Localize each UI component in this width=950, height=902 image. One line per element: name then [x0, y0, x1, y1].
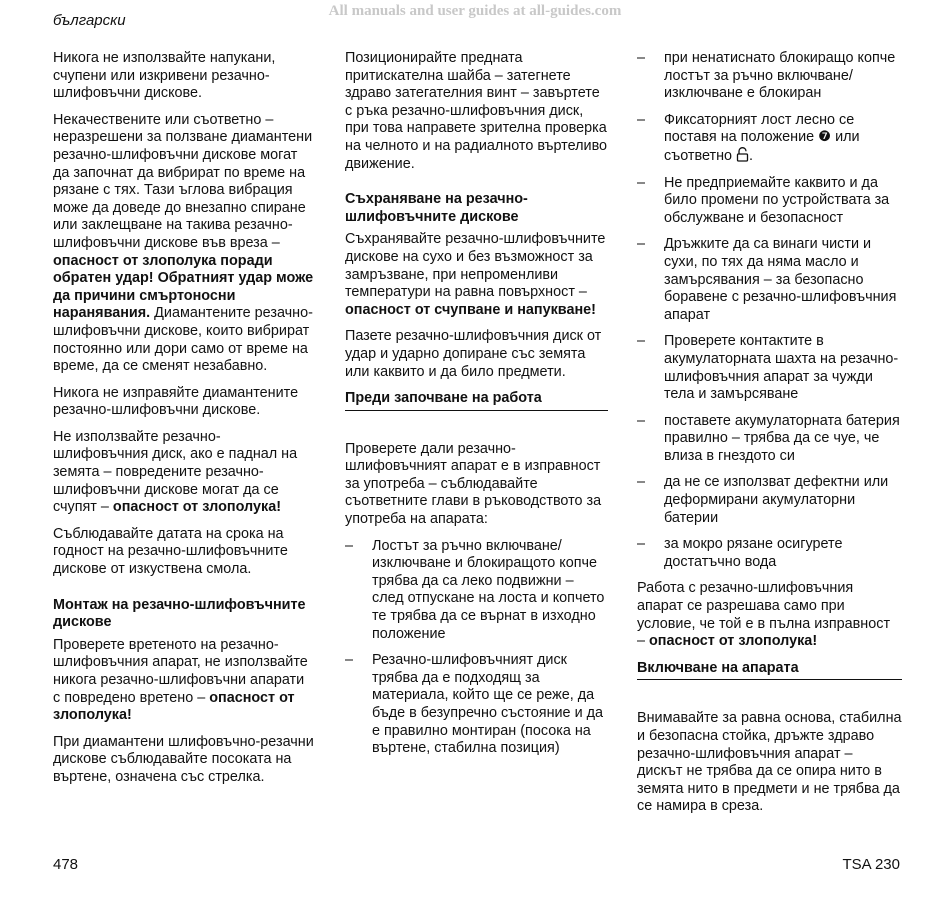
- list-item: – да не се използват дефектни или деформирани акумулаторни батерии: [637, 474, 902, 527]
- warning-text: опасност от счупване и напукване!: [345, 301, 596, 318]
- paragraph: [53, 112, 315, 376]
- list-item: – Проверете контактите в акумулаторната шахта на резачно-шлифовъчния апарат за чужди тела и замърсяване: [637, 333, 902, 403]
- watermark: All manuals and user guides at all-guides.com: [328, 3, 622, 19]
- section-heading: Съхраняване на резачно-шлифовъчните дискове: [345, 191, 528, 225]
- section-heading: Монтаж на резачно-шлифовъчните дискове: [53, 596, 306, 631]
- warning-text: опасност от злополука!: [112, 499, 281, 516]
- paragraph-text: Съхранявайте резачно-шлифовъчните дискове на сухо и без възможност за замръзване, при непроменливи температури на равна повърхност –: [345, 231, 606, 301]
- section-heading-ruled: Включване на апарата: [637, 660, 902, 681]
- list-item: – поставете акумулаторната батерия правилно – трябва да се чуе, че влиза в гнездото си: [637, 413, 902, 466]
- paragraph: Позиционирайте предната притискателна шайба – затегнете здраво затегателния винт – завъртете с ръка резачно-шлифовъчния диск, при това направете зрителна проверка на челното и на радиалното въртеливо движение.: [345, 50, 608, 172]
- list-item: – Дръжките да са винаги чисти и сухи, по тях да няма масло и замърсявания – за безопасно боравене с резачно-шлифовъчния апарат: [637, 236, 902, 324]
- paragraph: Пазете резачно-шлифовъчния диск от удар и ударно допиране със земята или каквито и да било предмети.: [345, 328, 602, 380]
- paragraph-text: Проверете вретеното на резачно-шлифовъчния апарат, не използвайте никога резачно-шлифовъчни апарати с повредено вретено –: [53, 636, 308, 706]
- warning-text: опасност от злополука!: [53, 689, 295, 724]
- unlock-icon: [736, 148, 749, 164]
- paragraph-text: Не използвайте резачно-шлифовъчния диск, ако е паднал на земята – повредените резачно-шлифовъчни дискове могат да се счупят –: [53, 428, 298, 516]
- warning-text: опасност от злополука!: [649, 633, 818, 650]
- paragraph: Никога не изправяйте диамантените резачно-шлифовъчни дискове.: [53, 384, 299, 419]
- page-number: 478: [53, 856, 79, 873]
- position-symbol: ❼: [818, 129, 832, 146]
- list-item-text: или съответно: [664, 129, 860, 164]
- paragraph: [637, 580, 902, 650]
- list-item-text: Фиксаторният лост лесно се поставя на положение: [664, 111, 855, 146]
- list-item: – Лостът за ръчно включване/изключване и блокиращото копче трябва да са леко подвижни – след отпускане на лоста и копчето те трябва да се върнат в изходно положение: [345, 538, 608, 644]
- checklist: [637, 50, 902, 571]
- list-item: – при ненатиснато блокиращо копче лостът за ръчно включване/изключване е блокиран: [637, 50, 902, 103]
- paragraph: [345, 231, 608, 319]
- paragraph-text: Некачествените или съответно – неразрешени за ползване диамантени резачно-шлифовъчни дискове могат да започнат да вибрират по време на рязане с тях. Тази ъглова вибрация може да доведе до внезапно спиране или заклещване на такива резачно-шлифовъчни дискове във вреза –: [53, 111, 313, 251]
- checklist: [345, 538, 608, 758]
- model-name: TSA 230: [842, 856, 900, 873]
- paragraph-text: Диамантените резачно-шлифовъчни дискове, които вибрират постоянно или дори само от време на време, да се сменят незабавно.: [53, 305, 313, 375]
- paragraph: Внимавайте за равна основа, стабилна и безопасна стойка, дръжте здраво резачно-шлифовъчния апарат – дискът не трябва да се опира нито в земята нито в предмети и не трябва да се намира в среза.: [637, 710, 902, 815]
- paragraph: [53, 429, 315, 517]
- paragraph-text: Работа с резачно-шлифовъчния апарат се разрешава само при условие, че той е в пълна изправност –: [637, 580, 891, 650]
- language-label: български: [53, 12, 126, 29]
- list-item: – Не предприемайте каквито и да било промени по устройствата за обслужване и безопасност: [637, 175, 902, 228]
- list-item: – Резачно-шлифовъчният диск трябва да е подходящ за материала, който ще се реже, да бъде в безупречно състояние и да е правилно монтиран (посока на въртене, стабилна позиция): [345, 652, 608, 758]
- warning-text: опасност от злополука поради обратен удар! Обратният удар може да причини смъртоносни наранявания.: [53, 252, 314, 322]
- paragraph: Проверете дали резачно-шлифовъчният апарат е в изправност за употреба – съблюдавайте съответните глави в ръководството за употреба на апарата:: [345, 440, 602, 528]
- column-1: [53, 50, 315, 796]
- section-heading-ruled: Преди започване на работа: [345, 390, 608, 411]
- column-3: [637, 50, 902, 825]
- paragraph: Никога не използвайте напукани, счупени или изкривени резачно-шлифовъчни дискове.: [53, 50, 276, 102]
- paragraph: При диамантени шлифовъчно-резачни дискове съблюдавайте посоката на въртене, означена със стрелка.: [53, 733, 314, 785]
- paragraph: [53, 637, 315, 725]
- list-item: – за мокро рязане осигурете достатъчно вода: [637, 536, 902, 571]
- paragraph: Съблюдавайте датата на срока на годност на резачно-шлифовъчните дискове от изкуствена смола.: [53, 525, 288, 578]
- column-2: [345, 50, 608, 767]
- list-item: – Фиксаторният лост лесно се поставя на положение ❼ или съответно .: [637, 112, 902, 166]
